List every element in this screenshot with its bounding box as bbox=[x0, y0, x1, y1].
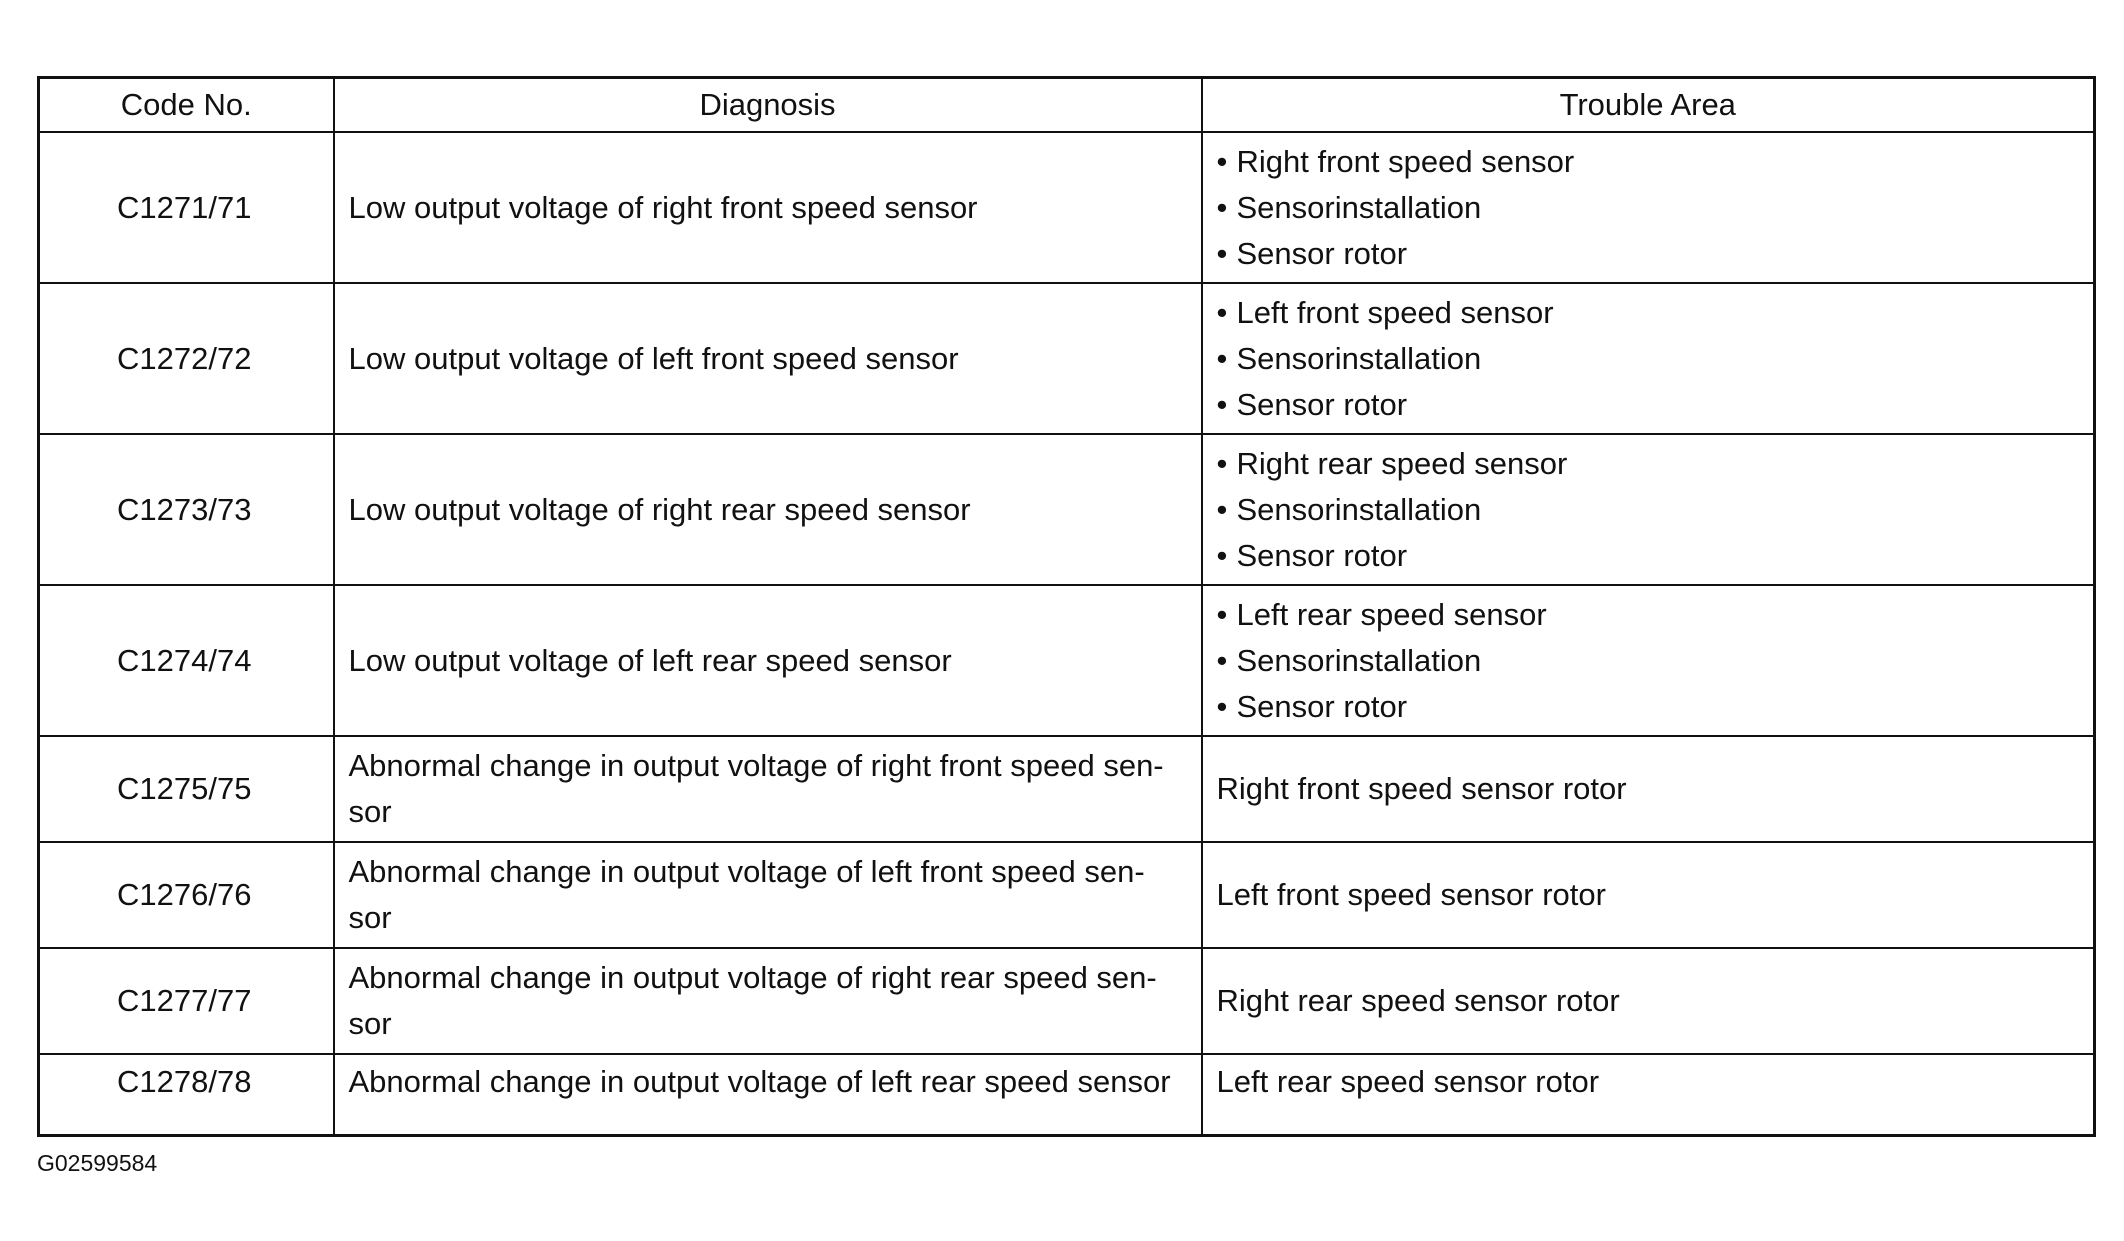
table-row bbox=[39, 1054, 2095, 1136]
trouble-area-cell bbox=[1202, 283, 2095, 434]
diagnosis-cell: Low output voltage of left front speed sensor bbox=[334, 283, 1202, 434]
diagnosis-cell: Abnormal change in output voltage of left rear speed sensor bbox=[334, 1054, 1202, 1136]
code-cell: C1271/71 bbox=[39, 132, 334, 283]
dtc-table bbox=[37, 76, 2096, 1137]
trouble-area-cell bbox=[1202, 132, 2095, 283]
trouble-area-item: • Sensor rotor bbox=[1217, 533, 2080, 579]
diagnosis-cell: Low output voltage of right front speed sensor bbox=[334, 132, 1202, 283]
trouble-area-item: • Sensor rotor bbox=[1217, 684, 2080, 730]
trouble-area-cell: Left rear speed sensor rotor bbox=[1202, 1054, 2095, 1136]
diagnosis-cell: Low output voltage of left rear speed sensor bbox=[334, 585, 1202, 736]
trouble-area-list bbox=[1217, 592, 2080, 730]
figure-id: G02599584 bbox=[37, 1150, 158, 1176]
code-cell: C1276/76 bbox=[39, 842, 334, 948]
table-row bbox=[39, 736, 2095, 842]
code-cell: C1273/73 bbox=[39, 434, 334, 585]
trouble-area-cell: Left front speed sensor rotor bbox=[1202, 842, 2095, 948]
trouble-area-item: • Right front speed sensor bbox=[1217, 139, 2080, 185]
diagnosis-text: Abnormal change in output voltage of right rear speed sen- sor bbox=[348, 960, 1157, 1041]
trouble-area-item: • Sensorinstallation bbox=[1217, 185, 2080, 231]
diagnosis-cell bbox=[334, 948, 1202, 1054]
trouble-area-cell: Right rear speed sensor rotor bbox=[1202, 948, 2095, 1054]
diagnosis-text: Abnormal change in output voltage of left front speed sen- sor bbox=[348, 854, 1145, 935]
trouble-area-list bbox=[1217, 290, 2080, 428]
table-row bbox=[39, 842, 2095, 948]
code-cell: C1275/75 bbox=[39, 736, 334, 842]
diagnosis-text: Abnormal change in output voltage of right front speed sen- sor bbox=[348, 748, 1164, 829]
trouble-area-item: • Sensor rotor bbox=[1217, 231, 2080, 277]
table-row bbox=[39, 585, 2095, 736]
table-row bbox=[39, 132, 2095, 283]
header-code-no: Code No. bbox=[39, 78, 334, 133]
trouble-area-item: • Sensorinstallation bbox=[1217, 487, 2080, 533]
trouble-area-item: • Left rear speed sensor bbox=[1217, 592, 2080, 638]
trouble-area-item: • Sensorinstallation bbox=[1217, 638, 2080, 684]
code-cell: C1278/78 bbox=[39, 1054, 334, 1136]
code-cell: C1277/77 bbox=[39, 948, 334, 1054]
trouble-area-item: • Sensor rotor bbox=[1217, 382, 2080, 428]
code-cell: C1274/74 bbox=[39, 585, 334, 736]
trouble-area-cell bbox=[1202, 434, 2095, 585]
header-trouble-area: Trouble Area bbox=[1202, 78, 2095, 133]
trouble-area-list bbox=[1217, 139, 2080, 277]
trouble-area-item: • Left front speed sensor bbox=[1217, 290, 2080, 336]
diagnosis-cell: Low output voltage of right rear speed sensor bbox=[334, 434, 1202, 585]
trouble-area-item: • Right rear speed sensor bbox=[1217, 441, 2080, 487]
table-header-row bbox=[39, 78, 2095, 133]
diagnosis-cell bbox=[334, 736, 1202, 842]
code-cell: C1272/72 bbox=[39, 283, 334, 434]
trouble-area-list bbox=[1217, 441, 2080, 579]
trouble-area-item: • Sensorinstallation bbox=[1217, 336, 2080, 382]
table-row bbox=[39, 283, 2095, 434]
header-diagnosis: Diagnosis bbox=[334, 78, 1202, 133]
table-row bbox=[39, 948, 2095, 1054]
trouble-area-cell bbox=[1202, 585, 2095, 736]
trouble-area-cell: Right front speed sensor rotor bbox=[1202, 736, 2095, 842]
table-row bbox=[39, 434, 2095, 585]
diagnosis-cell bbox=[334, 842, 1202, 948]
